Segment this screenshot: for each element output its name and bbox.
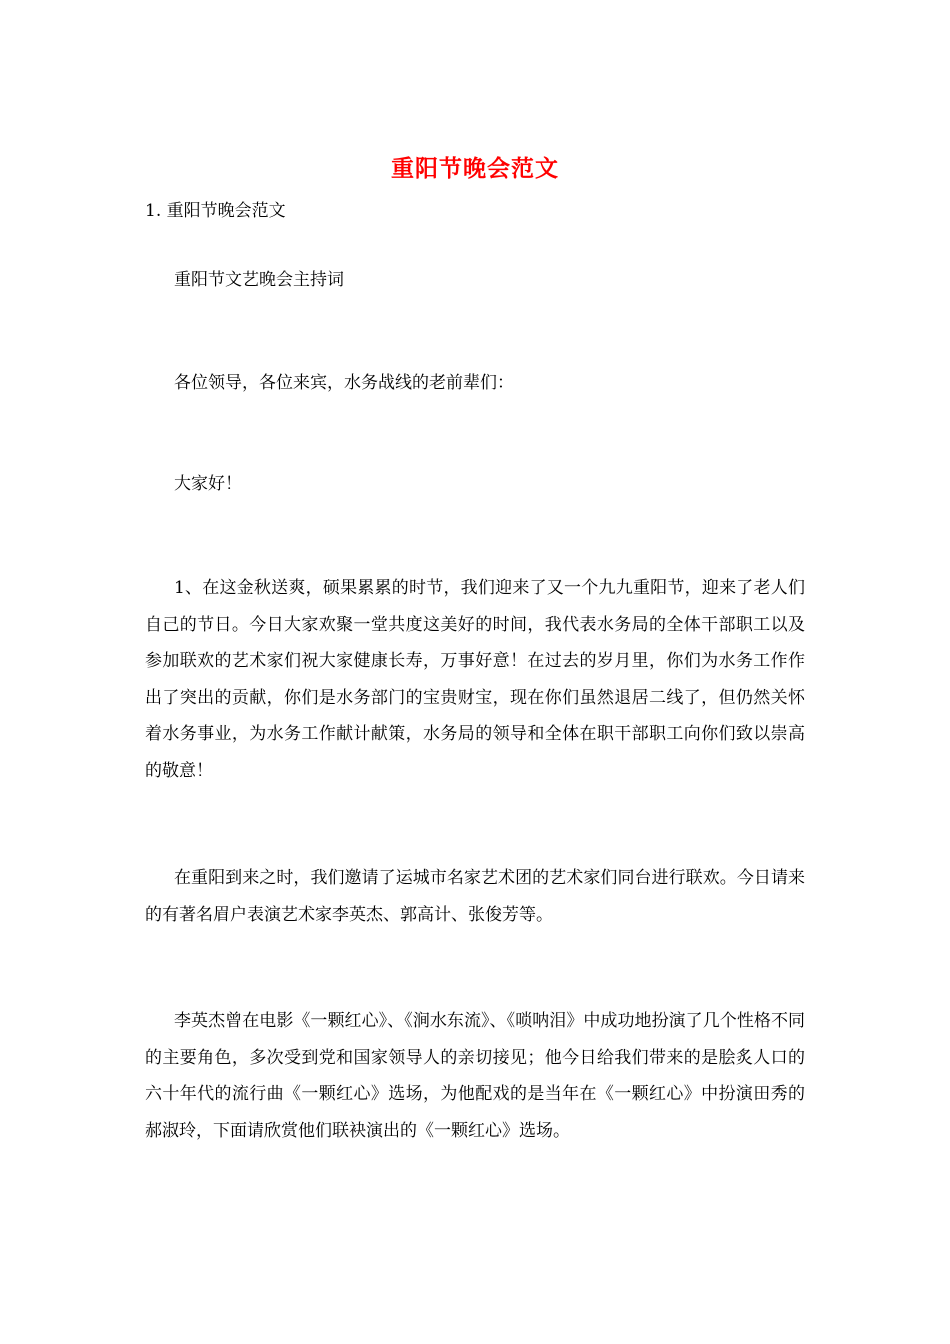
- paragraph-body: 在重阳到来之时，我们邀请了运城市名家艺术团的艺术家们同台进行联欢。今日请来的有著名眉户表演艺术家李英杰、郭高计、张俊芳等。: [145, 868, 805, 925]
- document-title: 重阳节晚会范文: [391, 155, 559, 182]
- paragraph-subtitle: 重阳节文艺晚会主持词: [174, 270, 344, 290]
- paragraph-greeting: 各位领导，各位来宾，水务战线的老前辈们：: [174, 373, 514, 393]
- paragraph-hello: 大家好！: [174, 474, 242, 494]
- section-heading: 1. 重阳节晚会范文: [145, 201, 286, 221]
- paragraph-body: 李英杰曾在电影《一颗红心》、《涧水东流》、《唢呐泪》中成功地扮演了几个性格不同的主要角色，多次受到党和国家领导人的亲切接见；他今日给我们带来的是脍炙人口的六十年代的流行曲《一颗红心》选场，为他配戏的是当年在《一颗红心》中扮演田秀的郝淑玲，下面请欣赏他们联袂演出的《一颗红心》选场。: [145, 1011, 805, 1141]
- paragraph-body: 1、在这金秋送爽，硕果累累的时节，我们迎来了又一个九九重阳节，迎来了老人们自己的节日。今日大家欢聚一堂共度这美好的时间，我代表水务局的全体干部职工以及参加联欢的艺术家们祝大家健康长寿，万事好意！在过去的岁月里，你们为水务工作作出了突出的贡献，你们是水务部门的宝贵财宝，现在你们虽然退居二线了，但仍然关怀着水务事业，为水务工作献计献策，水务局的领导和全体在职干部职工向你们致以崇高的敬意！: [145, 578, 805, 781]
